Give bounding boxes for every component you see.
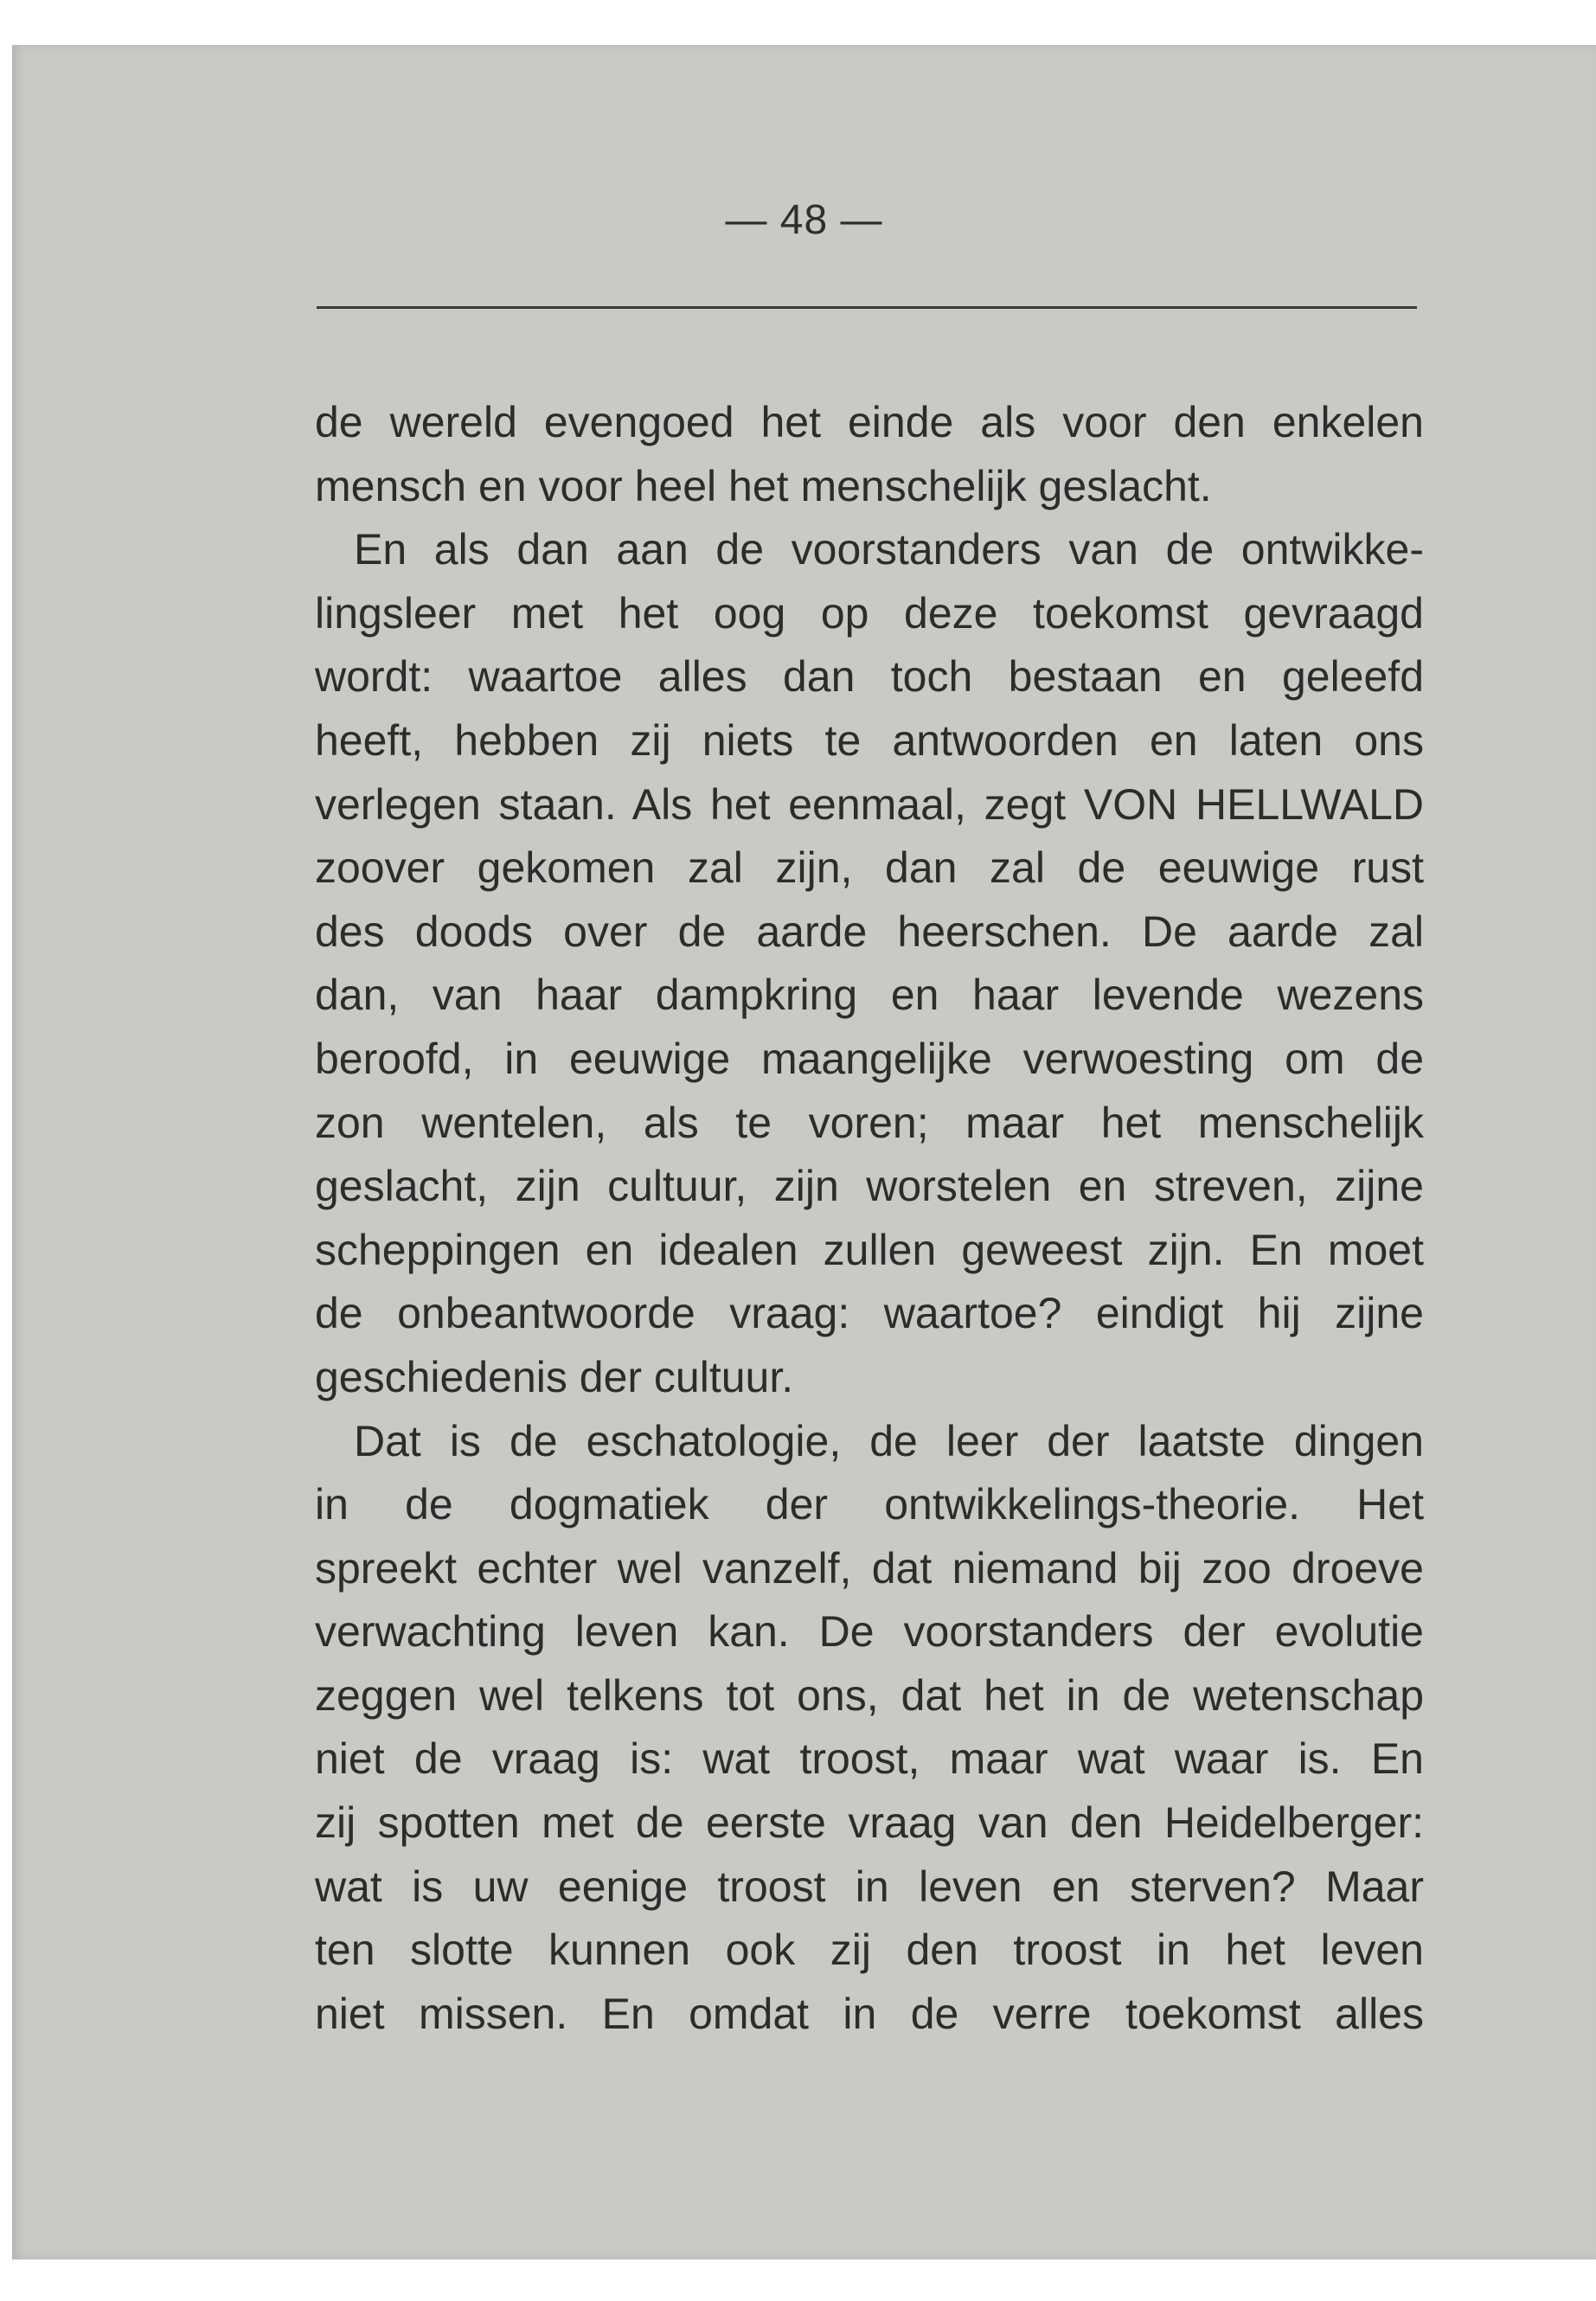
- paragraph: [315, 1410, 1424, 2047]
- text-line: de onbeantwoorde vraag: waartoe? eindigt hij zijne: [315, 1289, 1424, 1338]
- text-line: Dat is de eschatologie, de leer der laatste dingen: [354, 1416, 1424, 1465]
- text-line: zoover gekomen zal zijn, dan zal de eeuwige rust: [315, 843, 1424, 893]
- text-line: des doods over de aarde heerschen. De aarde zal: [315, 907, 1424, 956]
- text-line: de wereld evengoed het einde als voor den enkelen: [315, 398, 1424, 446]
- text-line: in de dogmatiek der ontwikkelings-theorie. Het: [315, 1480, 1424, 1529]
- text-line: lingsleer met het oog op deze toekomst gevraagd: [315, 588, 1424, 638]
- text-line: heeft, hebben zij niets te antwoorden en laten ons: [315, 715, 1424, 765]
- text-line: niet de vraag is: wat troost, maar wat waar is. En: [315, 1734, 1424, 1784]
- text-line: beroofd, in eeuwige maangelijke verwoesting om de: [315, 1034, 1424, 1083]
- text-line: geschiedenis der cultuur.: [315, 1352, 794, 1401]
- text-line: geslacht, zijn cultuur, zijn worstelen en streven, zijne: [315, 1162, 1424, 1211]
- text-line: spreekt echter wel vanzelf, dat niemand bij zoo droeve: [315, 1543, 1424, 1593]
- text-line: zij spotten met de eerste vraag van den Heidelberger:: [315, 1798, 1424, 1848]
- text-line: ten slotte kunnen ook zij den troost in het leven: [315, 1926, 1424, 1975]
- text-line: wordt: waartoe alles dan toch bestaan en geleefd: [315, 652, 1424, 702]
- body-text: [315, 391, 1424, 2046]
- text-line: verwachting leven kan. De voorstanders der evolutie: [315, 1607, 1424, 1657]
- text-line: niet missen. En omdat in de verre toekomst alles: [315, 1989, 1424, 2038]
- header-rule: [317, 306, 1417, 309]
- paragraph: [315, 518, 1424, 1409]
- text-line: dan, van haar dampkring en haar levende wezens: [315, 971, 1424, 1020]
- paragraph: [315, 391, 1424, 518]
- text-line: En als dan aan de voorstanders van de ontwikke-: [354, 525, 1424, 574]
- text-line: zon wentelen, als te voren; maar het menschelijk: [315, 1098, 1424, 1147]
- text-line: mensch en voor heel het menschelijk geslacht.: [315, 461, 1212, 510]
- text-line: verlegen staan. Als het eenmaal, zegt VON HELLWALD: [315, 779, 1424, 829]
- page-number: — 48 —: [725, 197, 883, 243]
- text-line: scheppingen en idealen zullen geweest zijn. En moet: [315, 1225, 1424, 1274]
- text-line: zeggen wel telkens tot ons, dat het in de wetenschap: [315, 1670, 1424, 1720]
- book-page: [12, 45, 1596, 2259]
- text-line: wat is uw eenige troost in leven en sterven? Maar: [315, 1862, 1424, 1911]
